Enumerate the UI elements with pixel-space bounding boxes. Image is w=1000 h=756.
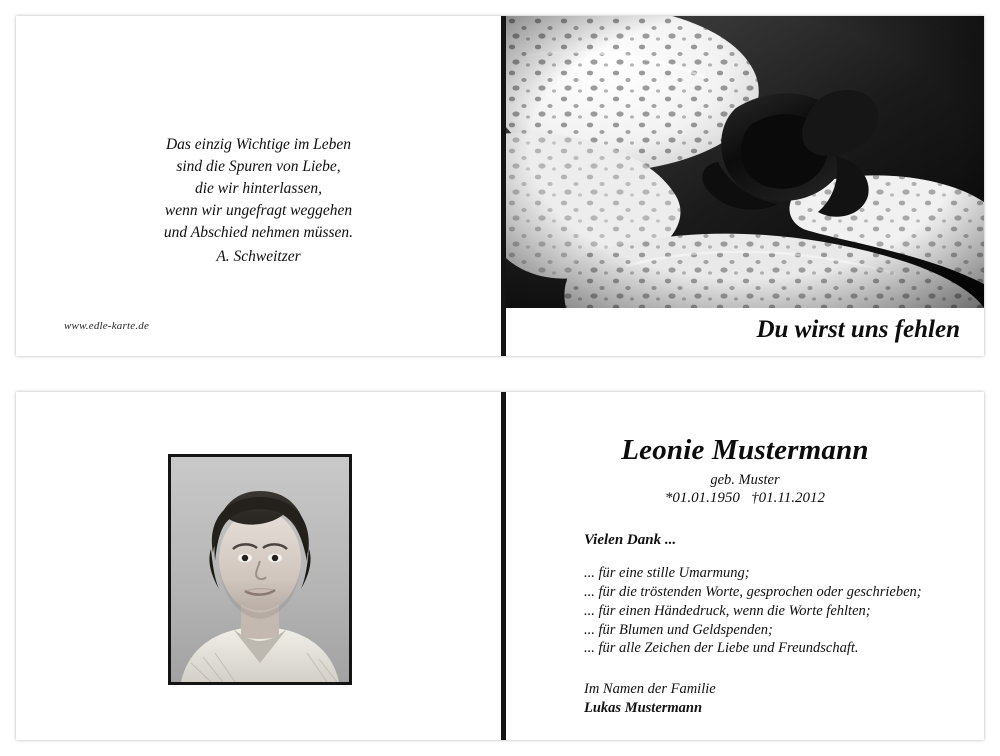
card-bottom-left-panel: [16, 392, 501, 740]
card-top-left-panel: [16, 16, 501, 356]
poem-block: [16, 134, 501, 268]
card-fold-line: [501, 16, 506, 356]
poem-author: A. Schweitzer: [216, 248, 301, 265]
list-item: ... für einen Händedruck, wenn die Worte fehlten;: [584, 602, 871, 619]
thanks-list: [584, 564, 922, 658]
card-bottom-right-panel: [506, 392, 984, 740]
list-item: ... für alle Zeichen der Liebe und Freundschaft.: [584, 640, 859, 657]
card-headline: Du wirst uns fehlen: [756, 316, 960, 343]
closing-block: [584, 680, 716, 718]
card-fold-line: [501, 392, 506, 740]
poem-line: und Abschied nehmen müssen.: [163, 224, 354, 241]
watermark-url: www.edle-karte.de: [64, 320, 150, 332]
card-bottom: [16, 392, 984, 740]
signature-name: Lukas Mustermann: [584, 700, 703, 717]
portrait-frame: [168, 454, 352, 685]
thanks-title: Vielen Dank ...: [584, 532, 677, 548]
list-item: ... für die tröstenden Worte, gesprochen oder geschrieben;: [584, 583, 922, 600]
closing-line: Im Namen der Familie: [584, 681, 716, 697]
card-top: [16, 16, 984, 356]
list-item: ... für eine stille Umarmung;: [584, 565, 750, 581]
born-name: geb. Muster: [710, 472, 780, 488]
list-item: ... für Blumen und Geldspenden;: [584, 621, 773, 638]
poem-line: wenn wir ungefragt weggehen: [164, 202, 353, 219]
card-top-right-panel: [506, 16, 984, 356]
life-dates: *01.01.1950 †01.11.2012: [664, 490, 826, 506]
orchid-blossom-photo: [506, 16, 984, 308]
poem-line: die wir hinterlassen,: [194, 180, 322, 197]
headline-band: [506, 308, 984, 356]
portrait-photo-of-deceased: [171, 457, 349, 682]
deceased-name: Leonie Mustermann: [621, 434, 869, 466]
poem-line: Das einzig Wichtige im Leben: [165, 136, 352, 153]
poem-line: sind die Spuren von Liebe,: [176, 158, 341, 175]
